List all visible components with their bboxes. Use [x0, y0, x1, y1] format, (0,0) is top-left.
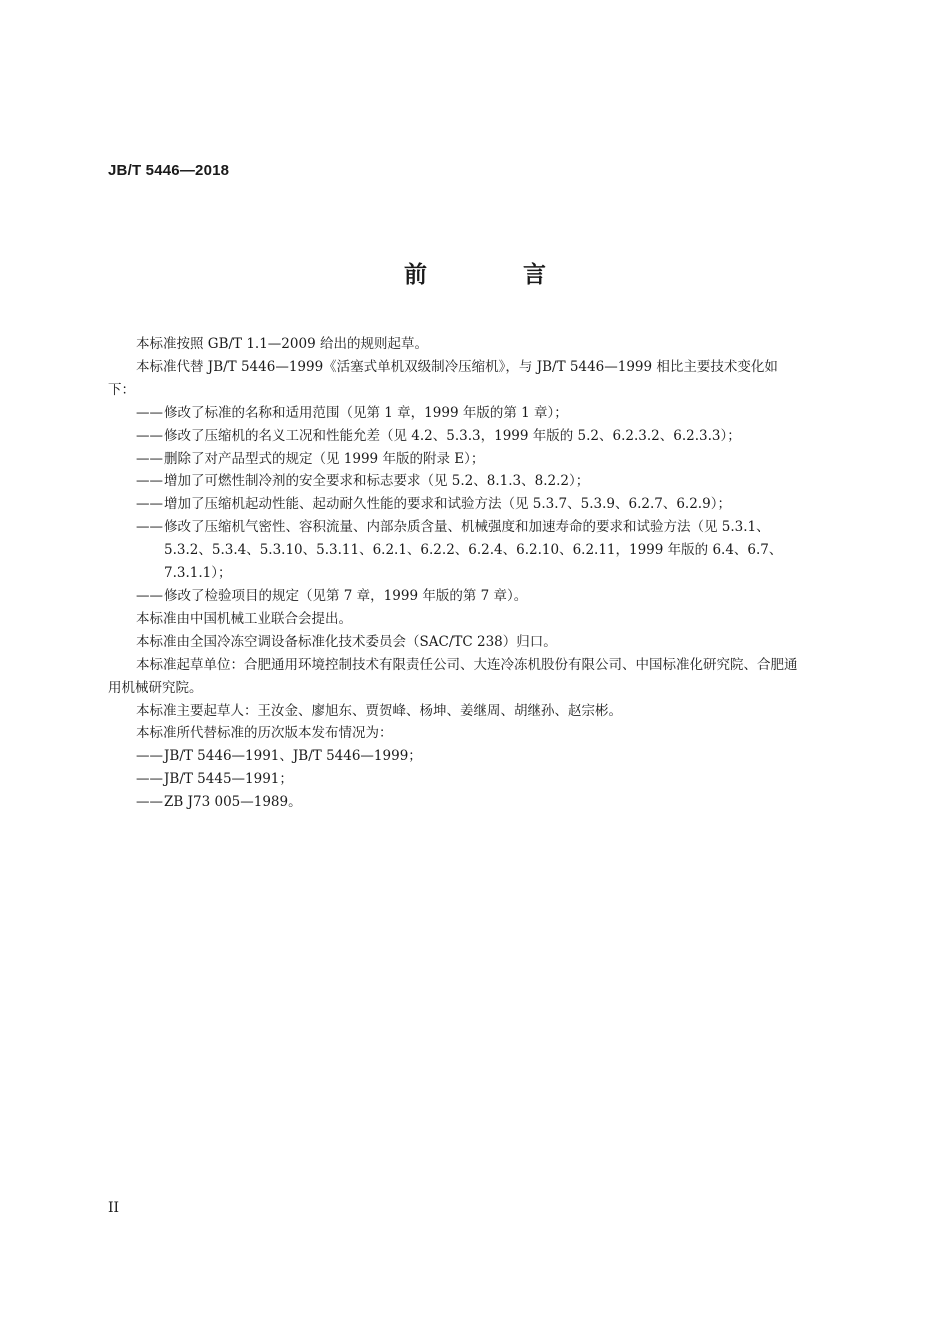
dash-mark: —— — [136, 404, 163, 421]
page-number: II — [108, 1200, 120, 1216]
paragraph-drafting-rules: 本标准按照 GB/T 1.1—2009 给出的规则起草。 — [136, 336, 428, 352]
foreword-body — [108, 333, 798, 814]
change-item — [108, 448, 798, 471]
change-item-text: 删除了对产品型式的规定（见 1999 年版的附录 E）； — [164, 450, 485, 467]
history-item-text: ZB J73 005—1989。 — [164, 794, 302, 811]
dash-mark: —— — [136, 748, 163, 765]
dash-mark: —— — [136, 450, 163, 467]
dash-mark: —— — [136, 587, 163, 604]
dash-mark: —— — [136, 496, 163, 513]
change-item-text: 修改了检验项目的规定（见第 7 章，1999 年版的第 7 章）。 — [164, 587, 528, 604]
paragraph-drafting-organizations: 本标准起草单位：合肥通用环境控制技术有限责任公司、大连冷冻机股份有限公司、中国标准化研究院、合肥通用机械研究院。 — [108, 656, 798, 696]
history-item-text: JB/T 5445—1991； — [164, 771, 293, 788]
history-item-text: JB/T 5446—1991、JB/T 5446—1999； — [164, 748, 422, 765]
page-title: 前 言 — [403, 262, 590, 288]
dash-mark: —— — [136, 794, 163, 811]
paragraph-administered-by: 本标准由全国冷冻空调设备标准化技术委员会（SAC/TC 238）归口。 — [136, 633, 557, 650]
change-item-text: 增加了压缩机起动性能、起动耐久性能的要求和试验方法（见 5.3.7、5.3.9、6.2.7、6.2.9）； — [164, 496, 731, 513]
history-item — [108, 768, 798, 791]
change-item-text: 修改了压缩机的名义工况和性能允差（见 4.2、5.3.3，1999 年版的 5.2、6.2.3.2、6.2.3.3）； — [164, 427, 741, 444]
dash-mark: —— — [136, 771, 163, 788]
change-item — [108, 585, 798, 608]
change-item-text: 增加了可燃性制冷剂的安全要求和标志要求（见 5.2、8.1.3、8.2.2）； — [164, 473, 590, 490]
change-item-text: 修改了标准的名称和适用范围（见第 1 章，1999 年版的第 1 章）； — [164, 404, 568, 421]
standard-code: JB/T 5446—2018 — [108, 162, 230, 179]
change-item-text: 修改了压缩机气密性、容积流量、内部杂质含量、机械强度和加速寿命的要求和试验方法（见 5.3.1、5.3.2、5.3.4、5.3.10、5.3.11、6.2.1、6.2.2、6.2.4、6.2.10、6.2.11，1999 年版的 6.4、6.7、7.3.1.1）； — [164, 519, 783, 582]
change-item — [108, 402, 798, 425]
paragraph-proposed-by: 本标准由中国机械工业联合会提出。 — [136, 610, 352, 627]
history-item — [108, 745, 798, 768]
dash-mark: —— — [136, 473, 163, 490]
dash-mark: —— — [136, 427, 163, 444]
dash-mark: —— — [136, 519, 163, 536]
change-item — [108, 516, 798, 585]
change-item — [108, 493, 798, 516]
paragraph-drafters: 本标准主要起草人：王汝金、廖旭东、贾贺峰、杨坤、姜继周、胡继孙、赵宗彬。 — [136, 702, 622, 719]
paragraph-replacement: 本标准代替 JB/T 5446—1999《活塞式单机双级制冷压缩机》，与 JB/T 5446—1999 相比主要技术变化如下： — [108, 358, 778, 398]
history-item — [108, 791, 798, 814]
change-item — [108, 470, 798, 493]
paragraph-history-intro: 本标准所代替标准的历次版本发布情况为： — [136, 725, 393, 742]
change-item — [108, 425, 798, 448]
